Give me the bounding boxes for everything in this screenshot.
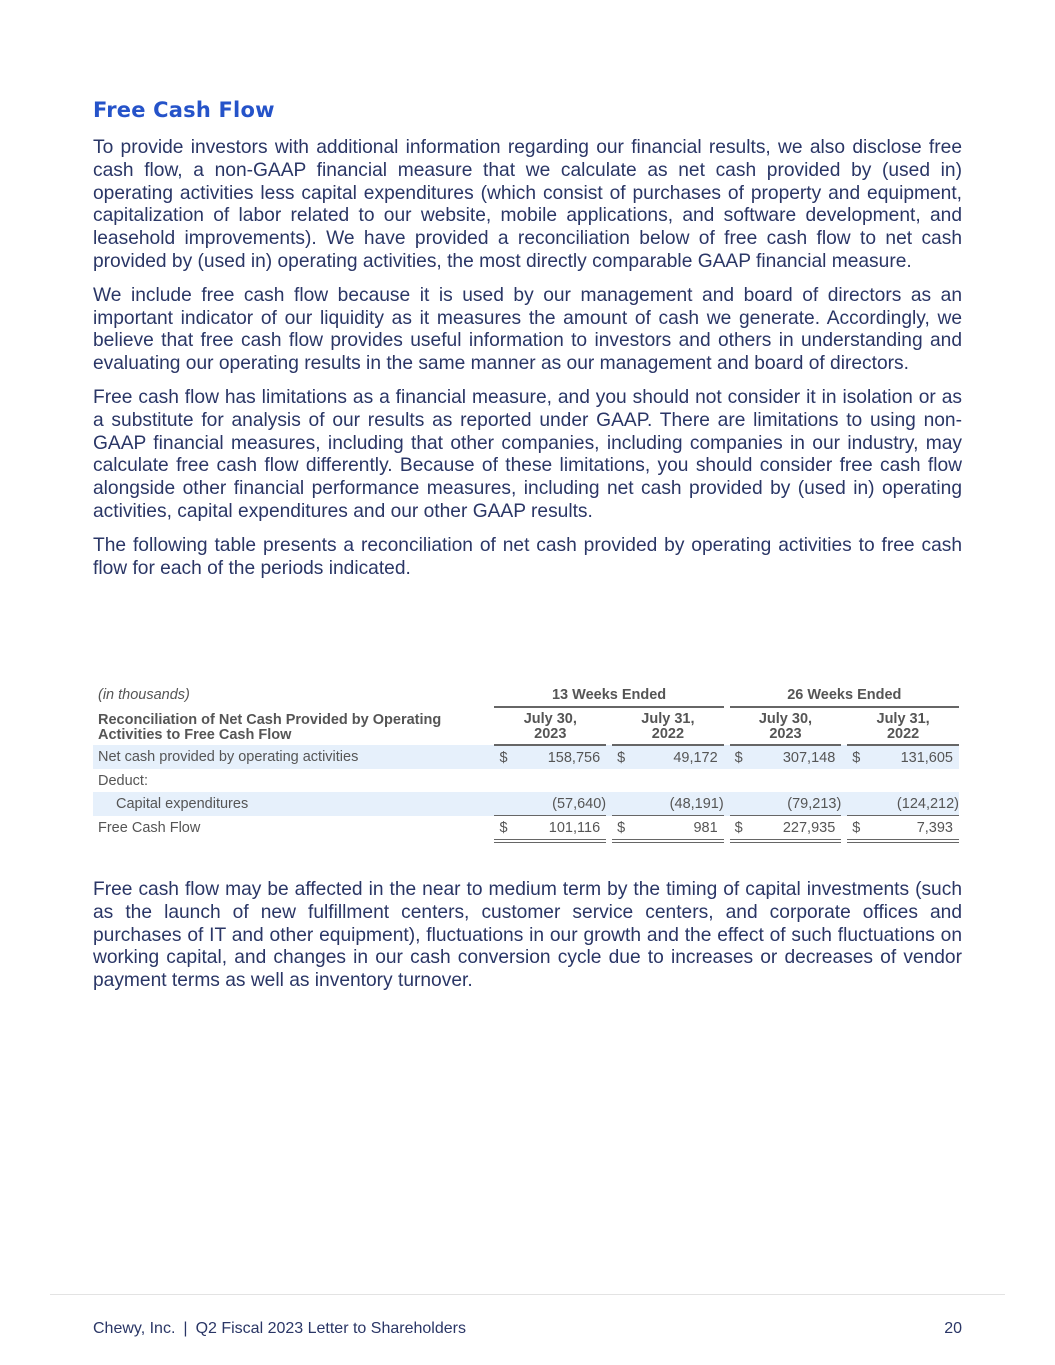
currency-symbol: $ <box>847 816 867 842</box>
units-label: (in thousands) <box>98 687 190 703</box>
row-label: Deduct: <box>98 772 148 789</box>
group-header-13-weeks: 13 Weeks Ended <box>494 683 723 707</box>
table-row <box>93 745 959 769</box>
row-label: Net cash provided by operating activities <box>93 745 489 769</box>
cell-value: (57,640) <box>514 792 606 816</box>
table-row <box>93 792 959 816</box>
paragraph-limitations: Free cash flow has limitations as a financial measure, and you should not consider it in isolation or as a substitute for analysis of our results as reported under GAAP. There are limitations to using non-GAAP financial measures, including that other companies, including companies in our industry, may calculate free cash flow differently. Because of these limitations, you should consider free cash flow alongside other financial performance measures, including net cash provided by (used in) operating activities, capital expenditures and our other GAAP results. <box>93 386 962 522</box>
cell-value: 7,393 <box>867 816 959 842</box>
row-label: Capital expenditures <box>93 792 489 816</box>
document-page <box>93 95 962 591</box>
page-number: 20 <box>944 1320 962 1337</box>
group-header-26-weeks: 26 Weeks Ended <box>730 683 959 707</box>
free-cash-flow-reconciliation-table <box>93 683 959 843</box>
cell-value: 227,935 <box>750 816 842 842</box>
footer-document-info <box>93 1320 466 1338</box>
table-row <box>93 769 959 792</box>
paragraph-definition: To provide investors with additional information regarding our financial results, we also disclose free cash flow, a non-GAAP financial measure that we calculate as net cash provided by (used in) operating activities less capital expenditures (which consist of purchases of property and equipment, capitalization of labor related to our website, mobile applications, and software development, and leasehold improvements). We have provided a reconciliation below of free cash flow to net cash provided by (used in) operating activities, the most directly comparable GAAP financial measure. <box>93 137 962 272</box>
section-title: Free Cash Flow <box>93 98 275 122</box>
column-header-26w-2022: July 31, 2022 <box>847 707 959 745</box>
page-footer <box>93 1320 962 1338</box>
table-row-total <box>93 816 959 842</box>
row-label: Free Cash Flow <box>98 820 201 837</box>
footer-divider <box>50 1294 1005 1295</box>
cell-value: 49,172 <box>632 745 724 769</box>
column-header-13w-2022: July 31, 2022 <box>612 707 724 745</box>
currency-symbol: $ <box>730 816 750 842</box>
cell-value: 307,148 <box>750 745 842 769</box>
cell-value: (79,213) <box>750 792 842 816</box>
currency-symbol: $ <box>494 816 514 842</box>
column-header-13w-2023: July 30, 2023 <box>494 707 606 745</box>
cell-value: 131,605 <box>867 745 959 769</box>
currency-symbol: $ <box>494 745 514 769</box>
cell-value: 158,756 <box>514 745 606 769</box>
currency-symbol: $ <box>847 745 867 769</box>
paragraph-closing: Free cash flow may be affected in the near to medium term by the timing of capital investments (such as the launch of new fulfillment centers, customer service centers, and corporate offices and purchases of IT and other equipment), fluctuations in our growth and the effect of such fluctuations on working capital, and changes in our cash conversion cycle due to increases or decreases of vendor payment terms as well as inventory turnover. <box>93 879 962 992</box>
footer-document-title: Q2 Fiscal 2023 Letter to Shareholders <box>195 1320 466 1337</box>
cell-value: 981 <box>632 816 724 842</box>
currency-symbol: $ <box>612 745 632 769</box>
table-column-header-row <box>93 707 959 745</box>
table-group-header-row <box>93 683 959 707</box>
footer-separator: | <box>183 1320 188 1337</box>
column-header-26w-2023: July 30, 2023 <box>730 707 842 745</box>
paragraph-table-intro: The following table presents a reconciliation of net cash provided by operating activities to free cash flow for each of the periods indicated. <box>93 534 962 579</box>
cell-value: (124,212) <box>867 792 959 816</box>
paragraph-rationale: We include free cash flow because it is used by our management and board of directors as an important indicator of our liquidity as it measures the amount of cash we generate. Accordingly, we believe that free cash flow provides useful information to investors and others in understanding and evaluating our operating results in the same manner as our management and board of directors. <box>93 284 962 375</box>
cell-value: (48,191) <box>632 792 724 816</box>
row-header-label: Reconciliation of Net Cash Provided by Operating Activities to Free Cash Flow <box>98 712 442 743</box>
cell-value: 101,116 <box>514 816 606 842</box>
currency-symbol: $ <box>612 816 632 842</box>
currency-symbol: $ <box>730 745 750 769</box>
footer-company: Chewy, Inc. <box>93 1320 176 1337</box>
